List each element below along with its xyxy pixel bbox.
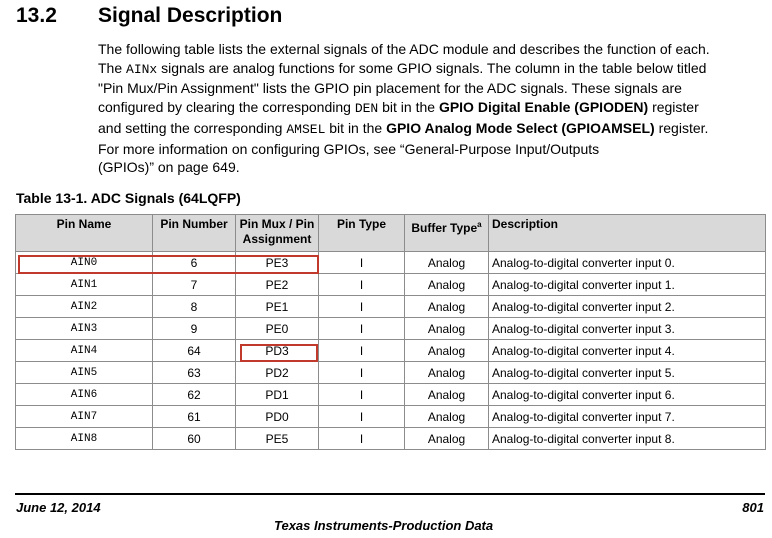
register-gpioden: GPIO Digital Enable (GPIODEN): [438, 99, 649, 116]
cell-buffer-type: Analog: [405, 362, 489, 384]
header-pin-type: Pin Type: [319, 215, 405, 252]
cell-pin-name: AIN7: [16, 406, 153, 428]
para-text: configured by clearing the corresponding: [98, 99, 355, 116]
table-row: [16, 362, 766, 384]
description-paragraph: [98, 40, 766, 177]
header-description: Description: [489, 215, 766, 252]
cell-buffer-type: Analog: [405, 252, 489, 274]
para-text: The following table lists the external signals of the ADC module and describes the function of each.: [98, 41, 710, 57]
cell-buffer-type: Analog: [405, 274, 489, 296]
para-line: [98, 79, 766, 98]
cell-description: Analog-to-digital converter input 4.: [489, 340, 766, 362]
link-gpio-section[interactable]: For more information on configuring GPIOs, see “General-Purpose Input/Outputs: [98, 140, 600, 157]
cell-buffer-type: Analog: [405, 318, 489, 340]
table-row: [16, 252, 766, 274]
table-row: [16, 296, 766, 318]
cell-pin-mux: PD2: [236, 362, 319, 384]
cell-pin-number: 7: [153, 274, 236, 296]
cell-pin-name: AIN0: [16, 252, 153, 274]
para-line: [98, 158, 766, 177]
footnote-marker[interactable]: a: [477, 220, 482, 229]
link-gpio-section[interactable]: (GPIOs)” on page 649.: [98, 159, 240, 176]
cell-pin-mux: PE5: [236, 428, 319, 450]
header-pin-mux-line1: Pin Mux / Pin: [239, 217, 315, 231]
adc-signals-table: [15, 214, 766, 450]
cell-description: Analog-to-digital converter input 3.: [489, 318, 766, 340]
code-den: DEN: [354, 101, 379, 117]
cell-pin-type: I: [319, 428, 405, 450]
cell-buffer-type: Analog: [405, 406, 489, 428]
table-row: [16, 406, 766, 428]
cell-pin-mux: PD3: [236, 340, 319, 362]
cell-pin-number: 6: [153, 252, 236, 274]
table-row: [16, 384, 766, 406]
header-pin-mux-line2: Assignment: [242, 232, 312, 246]
table-row: [16, 428, 766, 450]
section-title: Signal Description: [98, 4, 283, 27]
code-amsel: AMSEL: [286, 121, 326, 137]
cell-pin-number: 63: [153, 362, 236, 384]
cell-pin-name: AIN5: [16, 362, 153, 384]
cell-pin-type: I: [319, 296, 405, 318]
cell-buffer-type: Analog: [405, 384, 489, 406]
cell-pin-name: AIN6: [16, 384, 153, 406]
para-text: and setting the corresponding: [98, 119, 287, 136]
cell-pin-name: AIN8: [16, 428, 153, 450]
header-pin-number: Pin Number: [153, 215, 236, 252]
cell-pin-number: 8: [153, 296, 236, 318]
cell-pin-mux: PE1: [236, 296, 319, 318]
para-text: bit in the: [378, 99, 439, 116]
para-text: register.: [654, 119, 709, 136]
page-number: 801: [742, 500, 764, 515]
cell-pin-number: 60: [153, 428, 236, 450]
para-text: bit in the: [325, 119, 387, 136]
cell-description: Analog-to-digital converter input 2.: [489, 296, 766, 318]
cell-pin-type: I: [319, 340, 405, 362]
cell-pin-number: 62: [153, 384, 236, 406]
cell-pin-number: 9: [153, 318, 236, 340]
para-text: register: [648, 99, 699, 116]
cell-pin-name: AIN2: [16, 296, 153, 318]
table-title: Table 13-1. ADC Signals (64LQFP): [16, 190, 241, 206]
cell-description: Analog-to-digital converter input 6.: [489, 384, 766, 406]
cell-description: Analog-to-digital converter input 5.: [489, 362, 766, 384]
cell-pin-mux: PE2: [236, 274, 319, 296]
para-line: [98, 98, 766, 119]
code-ainx: AINx: [126, 61, 158, 77]
cell-description: Analog-to-digital converter input 7.: [489, 406, 766, 428]
table-row: [16, 274, 766, 296]
table-row: [16, 318, 766, 340]
table-row: [16, 340, 766, 362]
cell-pin-mux: PE3: [236, 252, 319, 274]
para-text: "Pin Mux/Pin Assignment" lists the GPIO pin placement for the ADC signals. These signals are: [98, 80, 682, 97]
cell-buffer-type: Analog: [405, 340, 489, 362]
para-line: [98, 40, 766, 59]
para-line: [98, 119, 766, 140]
cell-description: Analog-to-digital converter input 8.: [489, 428, 766, 450]
cell-pin-type: I: [319, 274, 405, 296]
cell-pin-mux: PE0: [236, 318, 319, 340]
para-text: The: [98, 59, 127, 76]
cell-pin-type: I: [319, 318, 405, 340]
register-gpioamsel: GPIO Analog Mode Select (GPIOAMSEL): [386, 119, 655, 136]
footer-rule: [15, 493, 765, 495]
table-header-row: [16, 215, 766, 252]
para-text: signals are analog functions for some GPIO signals. The column in the table below titled: [157, 59, 707, 76]
cell-pin-type: I: [319, 406, 405, 428]
cell-description: Analog-to-digital converter input 0.: [489, 252, 766, 274]
cell-description: Analog-to-digital converter input 1.: [489, 274, 766, 296]
para-line: [98, 59, 766, 80]
cell-buffer-type: Analog: [405, 296, 489, 318]
cell-pin-type: I: [319, 384, 405, 406]
header-buffer-type: [405, 215, 489, 252]
cell-pin-name: AIN1: [16, 274, 153, 296]
header-buffer-type-label: Buffer Type: [411, 221, 478, 235]
footer-date: June 12, 2014: [16, 500, 101, 515]
header-pin-name: Pin Name: [16, 215, 153, 252]
cell-pin-type: I: [319, 252, 405, 274]
para-line: [98, 140, 766, 159]
cell-buffer-type: Analog: [405, 428, 489, 450]
section-number: 13.2: [16, 4, 57, 27]
cell-pin-number: 64: [153, 340, 236, 362]
header-pin-mux: [236, 215, 319, 252]
cell-pin-mux: PD1: [236, 384, 319, 406]
footer-company: Texas Instruments-Production Data: [274, 518, 494, 533]
cell-pin-mux: PD0: [236, 406, 319, 428]
cell-pin-name: AIN3: [16, 318, 153, 340]
cell-pin-number: 61: [153, 406, 236, 428]
cell-pin-type: I: [319, 362, 405, 384]
cell-pin-name: AIN4: [16, 340, 153, 362]
